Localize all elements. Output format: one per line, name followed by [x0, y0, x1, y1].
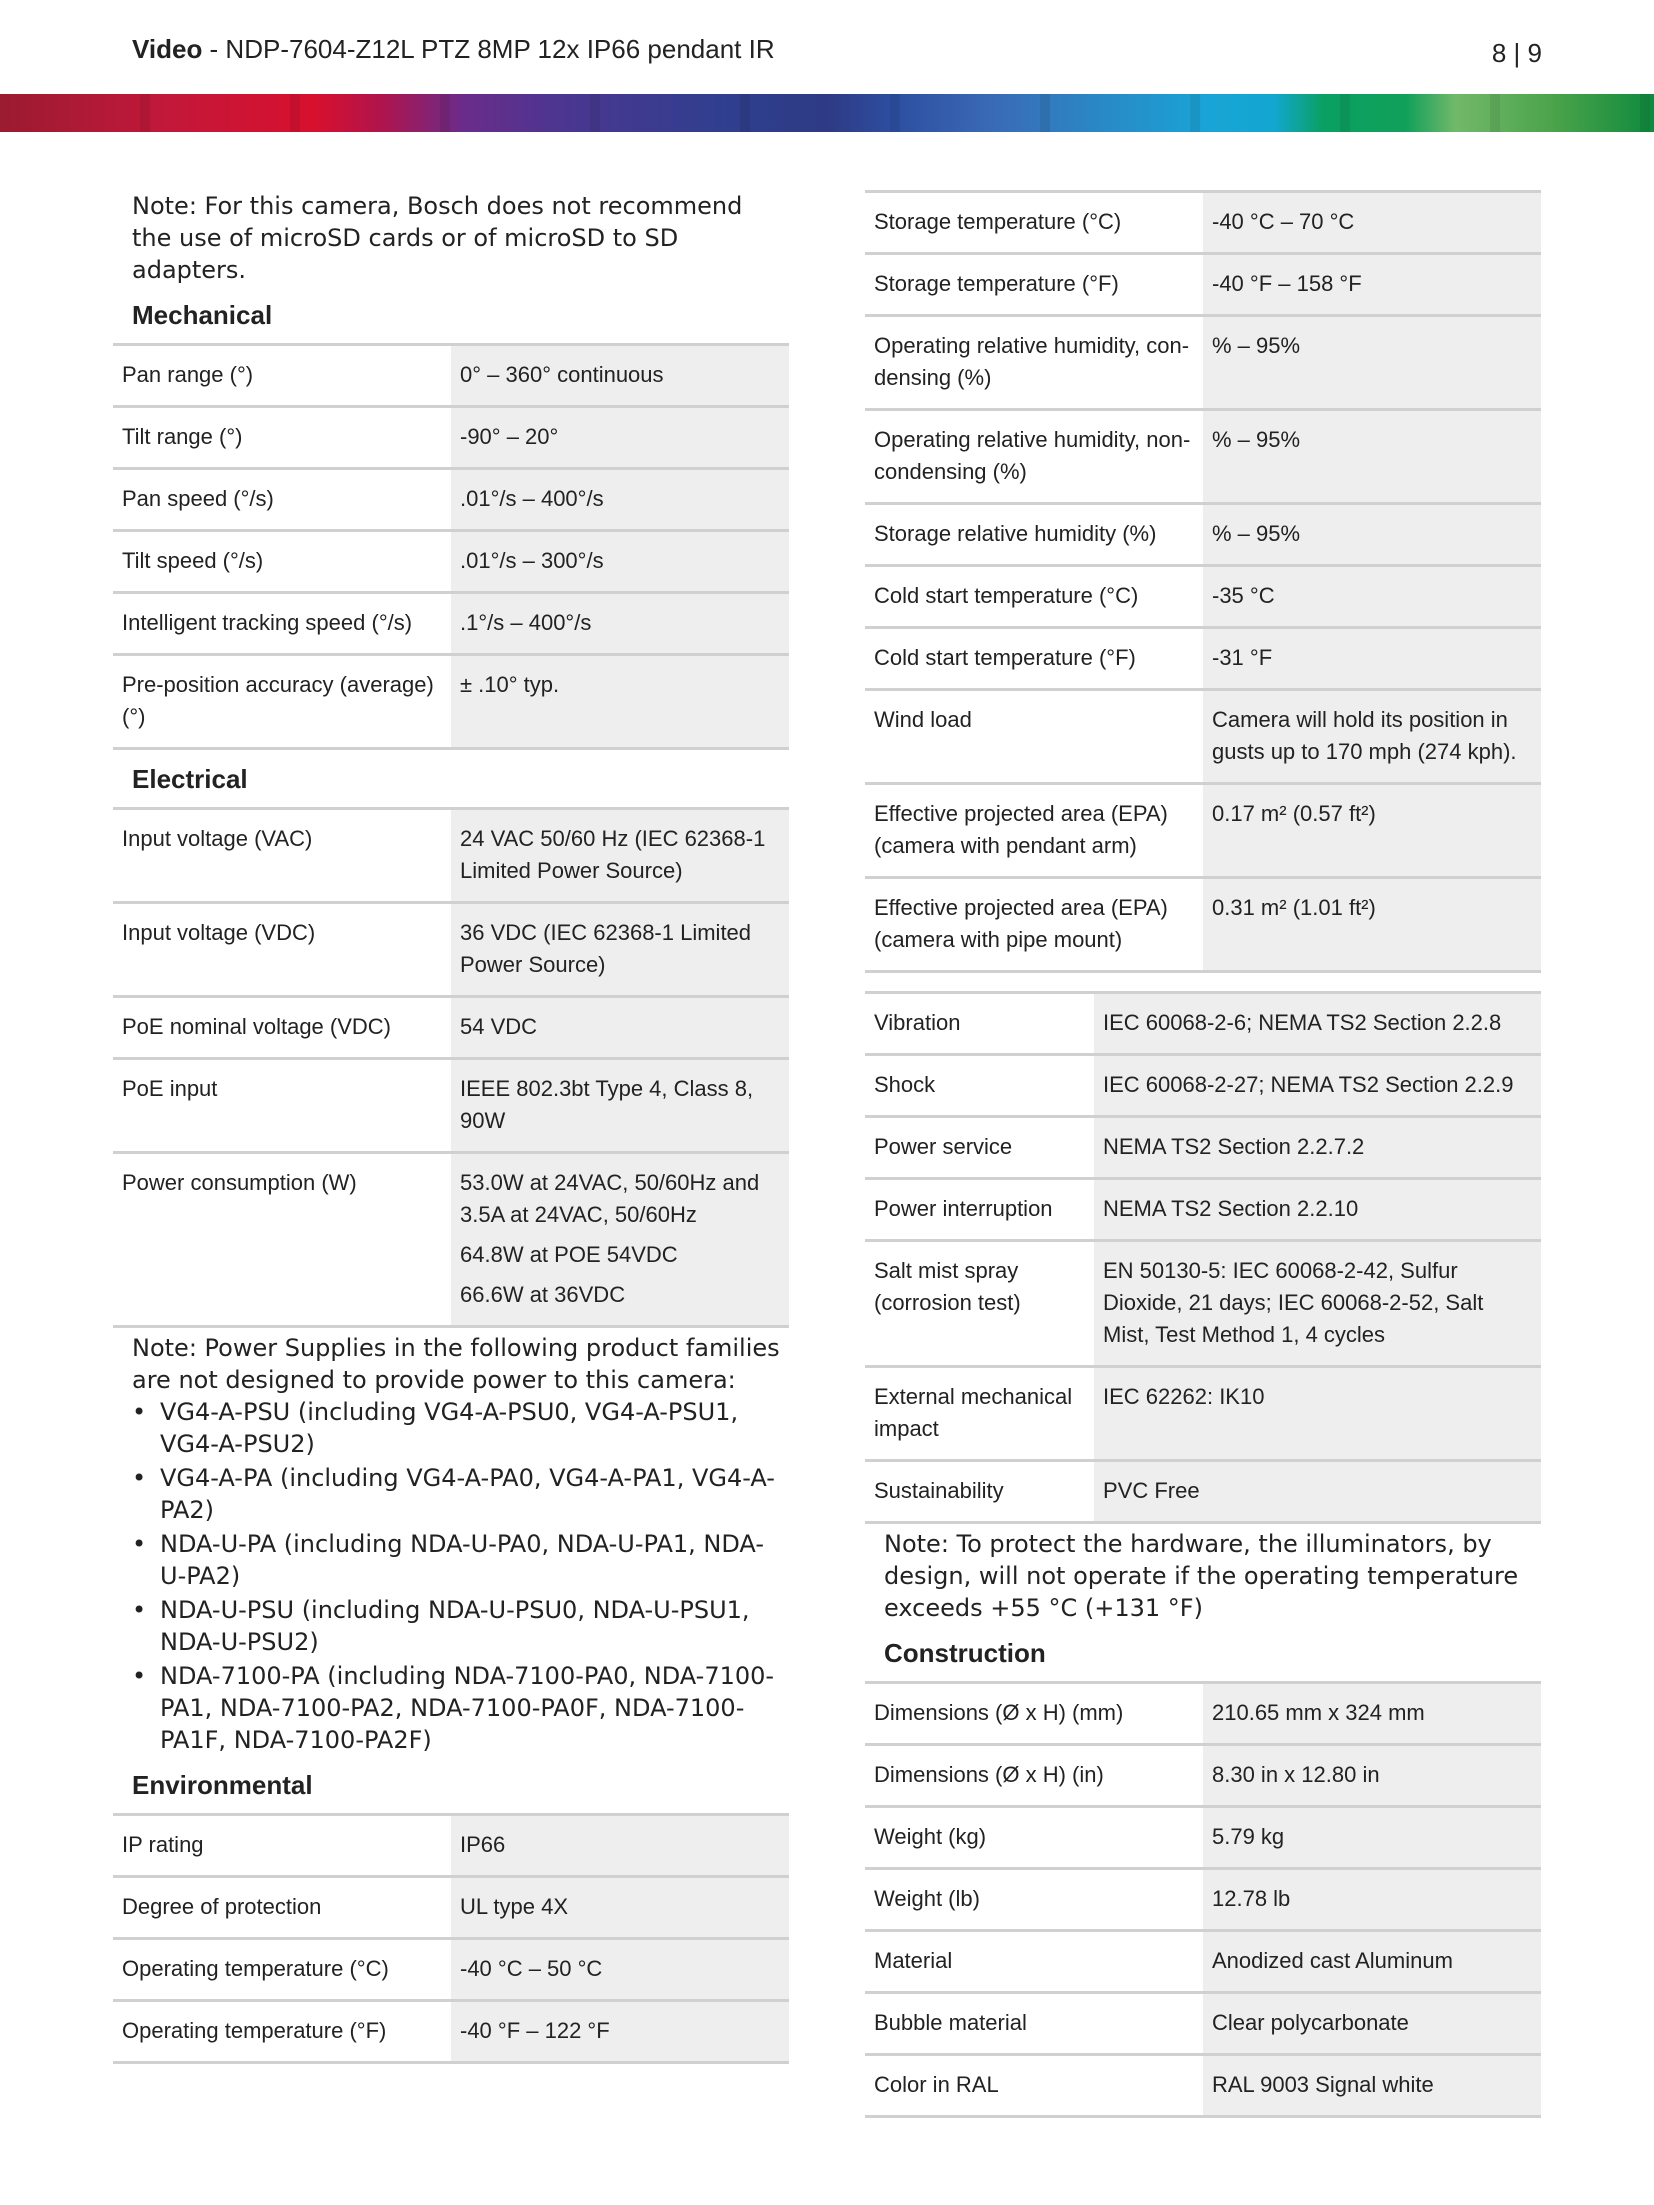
electrical-table [113, 807, 789, 1328]
table-row [865, 784, 1541, 878]
spec-label: Tilt range (°) [113, 407, 451, 469]
spec-value: 12.78 lb [1203, 1869, 1541, 1931]
right-column [865, 190, 1541, 2118]
spec-value: NEMA TS2 Section 2.2.10 [1094, 1179, 1541, 1241]
page-number: 8 | 9 [1491, 38, 1542, 68]
spec-label: Pan speed (°/s) [113, 469, 451, 531]
spec-label: Storage temperature (°C) [865, 192, 1203, 254]
table-row [865, 1993, 1541, 2055]
spec-label: Operating temperature (°C) [113, 1939, 451, 2001]
spec-label: Dimensions (Ø x H) (mm) [865, 1683, 1203, 1745]
table-row [865, 1683, 1541, 1745]
table-row [865, 628, 1541, 690]
table-row [865, 316, 1541, 410]
spec-label: Operating relative humidity, condensing (%) [865, 316, 1203, 410]
table-row [865, 1807, 1541, 1869]
table-row [865, 504, 1541, 566]
table-row [865, 410, 1541, 504]
spec-value: -40 °F – 122 °F [451, 2001, 789, 2063]
section-title-electrical: Electrical [132, 764, 248, 794]
spec-label: Storage relative humidity (%) [865, 504, 1203, 566]
spec-label: Power service [865, 1117, 1094, 1179]
spec-value: 36 VDC (IEC 62368-1 Limited Power Source) [451, 903, 789, 997]
spec-label: Intelligent tracking speed (°/s) [113, 593, 451, 655]
environmental-table [113, 1813, 789, 2064]
note-power-supplies [113, 1332, 789, 1756]
construction-table [865, 1681, 1541, 2118]
left-column [113, 190, 789, 2064]
note-illuminators: Note: To protect the hardware, the illuminators, by design, will not operate if the operating temperature exceeds +55 °C (+131 °F) [884, 1530, 1519, 1622]
spec-label: Bubble material [865, 1993, 1203, 2055]
table-row [865, 192, 1541, 254]
spec-label: Shock [865, 1055, 1094, 1117]
document-header [132, 34, 775, 65]
spec-label: Effective projected area (EPA) (camera with pendant arm) [865, 784, 1203, 878]
spec-value: % – 95% [1203, 410, 1541, 504]
spec-value: 8.30 in x 12.80 in [1203, 1745, 1541, 1807]
spec-label: Power consumption (W) [113, 1153, 451, 1327]
list-item: • VG4-A-PA (including VG4-A-PA0, VG4-A-PA1, VG4-A-PA2) [132, 1462, 785, 1526]
spec-label: Cold start temperature (°C) [865, 566, 1203, 628]
spec-label: Salt mist spray (corrosion test) [865, 1241, 1094, 1367]
table-row [113, 997, 789, 1059]
spec-label: Effective projected area (EPA) (camera with pipe mount) [865, 878, 1203, 972]
spec-value [451, 1153, 789, 1327]
spec-label: Cold start temperature (°F) [865, 628, 1203, 690]
spec-label: Operating temperature (°F) [113, 2001, 451, 2063]
spec-value: ± .10° typ. [451, 655, 789, 749]
spec-label: PoE nominal voltage (VDC) [113, 997, 451, 1059]
spec-value: -90° – 20° [451, 407, 789, 469]
spec-value: IEEE 802.3bt Type 4, Class 8, 90W [451, 1059, 789, 1153]
spec-label: Sustainability [865, 1461, 1094, 1523]
environmental-table-continued [865, 190, 1541, 973]
table-row [865, 1179, 1541, 1241]
power-supply-list [132, 1396, 785, 1756]
note-microsd: Note: For this camera, Bosch does not recommend the use of microSD cards or of microSD to SD adapters. [132, 192, 743, 284]
table-row [865, 1241, 1541, 1367]
list-item: • NDA-7100-PA (including NDA-7100-PA0, NDA-7100-PA1, NDA-7100-PA2, NDA-7100-PA0F, NDA-7100-PA1F, NDA-7100-PA2F) [132, 1660, 785, 1756]
table-row [865, 1869, 1541, 1931]
spec-value: RAL 9003 Signal white [1203, 2055, 1541, 2117]
list-item: • NDA-U-PA (including NDA-U-PA0, NDA-U-PA1, NDA-U-PA2) [132, 1528, 785, 1592]
section-title-environmental: Environmental [132, 1770, 313, 1800]
spec-value: EN 50130-5: IEC 60068-2-42, Sulfur Dioxide, 21 days; IEC 60068-2-52, Salt Mist, Test Method 1, 4 cycles [1094, 1241, 1541, 1367]
spec-value: IEC 62262: IK10 [1094, 1367, 1541, 1461]
spec-value: 210.65 mm x 324 mm [1203, 1683, 1541, 1745]
spec-value: NEMA TS2 Section 2.2.7.2 [1094, 1117, 1541, 1179]
spec-label: Material [865, 1931, 1203, 1993]
brand-color-band [0, 94, 1654, 132]
spec-value: 0.17 m² (0.57 ft²) [1203, 784, 1541, 878]
spec-value: UL type 4X [451, 1877, 789, 1939]
mechanical-table [113, 343, 789, 750]
table-row [865, 690, 1541, 784]
spec-label: Operating relative humidity, non-condensing (%) [865, 410, 1203, 504]
spec-value: 0.31 m² (1.01 ft²) [1203, 878, 1541, 972]
spec-label: External mechanical impact [865, 1367, 1094, 1461]
spec-label: Weight (kg) [865, 1807, 1203, 1869]
spec-label: Degree of protection [113, 1877, 451, 1939]
spec-value: PVC Free [1094, 1461, 1541, 1523]
spec-value: -35 °C [1203, 566, 1541, 628]
spec-value: Clear polycarbonate [1203, 1993, 1541, 2055]
table-row [113, 345, 789, 407]
spec-label: Input voltage (VAC) [113, 809, 451, 903]
spec-value: -40 °C – 70 °C [1203, 192, 1541, 254]
table-row [865, 1055, 1541, 1117]
table-row [113, 531, 789, 593]
table-row [113, 407, 789, 469]
spec-value: -31 °F [1203, 628, 1541, 690]
list-item: • NDA-U-PSU (including NDA-U-PSU0, NDA-U-PSU1, NDA-U-PSU2) [132, 1594, 785, 1658]
table-row [865, 1367, 1541, 1461]
table-row [865, 878, 1541, 972]
table-row [865, 993, 1541, 1055]
table-row [113, 1877, 789, 1939]
section-title-construction: Construction [884, 1638, 1046, 1668]
header-title: - NDP-7604-Z12L PTZ 8MP 12x IP66 pendant IR [202, 34, 775, 64]
spec-value: IP66 [451, 1815, 789, 1877]
mechanical-standards-table [865, 991, 1541, 1524]
table-row [113, 593, 789, 655]
table-row [113, 1939, 789, 2001]
note-power-intro: Note: Power Supplies in the following product families are not designed to provide power to this camera: [132, 1334, 780, 1394]
power-consumption-value-1: 53.0W at 24VAC, 50/60Hz and 3.5A at 24VAC, 50/60Hz [460, 1170, 760, 1227]
table-row [865, 1117, 1541, 1179]
table-row [113, 903, 789, 997]
power-consumption-value-3: 66.6W at 36VDC [460, 1282, 626, 1307]
table-row [865, 1745, 1541, 1807]
spec-label: Dimensions (Ø x H) (in) [865, 1745, 1203, 1807]
table-row [113, 809, 789, 903]
spec-label: Storage temperature (°F) [865, 254, 1203, 316]
spec-value: 54 VDC [451, 997, 789, 1059]
spec-label: Vibration [865, 993, 1094, 1055]
spec-value: IEC 60068-2-6; NEMA TS2 Section 2.2.8 [1094, 993, 1541, 1055]
spec-value: -40 °F – 158 °F [1203, 254, 1541, 316]
section-title-mechanical: Mechanical [132, 300, 273, 330]
table-row [865, 2055, 1541, 2117]
spec-value: Camera will hold its position in gusts up to 170 mph (274 kph). [1203, 690, 1541, 784]
spec-label: IP rating [113, 1815, 451, 1877]
spec-value: .01°/s – 300°/s [451, 531, 789, 593]
table-row [113, 1153, 789, 1327]
spec-value: Anodized cast Aluminum [1203, 1931, 1541, 1993]
spec-value: -40 °C – 50 °C [451, 1939, 789, 2001]
power-consumption-value-2: 64.8W at POE 54VDC [460, 1242, 678, 1267]
table-row [865, 1461, 1541, 1523]
spec-label: Weight (lb) [865, 1869, 1203, 1931]
spec-value: 24 VAC 50/60 Hz (IEC 62368-1 Limited Power Source) [451, 809, 789, 903]
spec-value: % – 95% [1203, 504, 1541, 566]
spec-value: 0° – 360° continuous [451, 345, 789, 407]
spec-label: Power interruption [865, 1179, 1094, 1241]
spec-label: PoE input [113, 1059, 451, 1153]
spec-value: % – 95% [1203, 316, 1541, 410]
spec-label: Input voltage (VDC) [113, 903, 451, 997]
table-row [865, 1931, 1541, 1993]
spec-label: Pre-position accuracy (average) (°) [113, 655, 451, 749]
table-row [113, 1815, 789, 1877]
table-row [113, 655, 789, 749]
spec-value: .01°/s – 400°/s [451, 469, 789, 531]
spec-value: 5.79 kg [1203, 1807, 1541, 1869]
spec-value: IEC 60068-2-27; NEMA TS2 Section 2.2.9 [1094, 1055, 1541, 1117]
list-item: • VG4-A-PSU (including VG4-A-PSU0, VG4-A-PSU1, VG4-A-PSU2) [132, 1396, 785, 1460]
spec-label: Tilt speed (°/s) [113, 531, 451, 593]
spec-label: Pan range (°) [113, 345, 451, 407]
spec-label: Color in RAL [865, 2055, 1203, 2117]
spec-label: Wind load [865, 690, 1203, 784]
table-row [113, 469, 789, 531]
table-row [113, 1059, 789, 1153]
table-row [113, 2001, 789, 2063]
table-row [865, 566, 1541, 628]
header-category: Video [132, 34, 203, 64]
spec-value: .1°/s – 400°/s [451, 593, 789, 655]
table-row [865, 254, 1541, 316]
